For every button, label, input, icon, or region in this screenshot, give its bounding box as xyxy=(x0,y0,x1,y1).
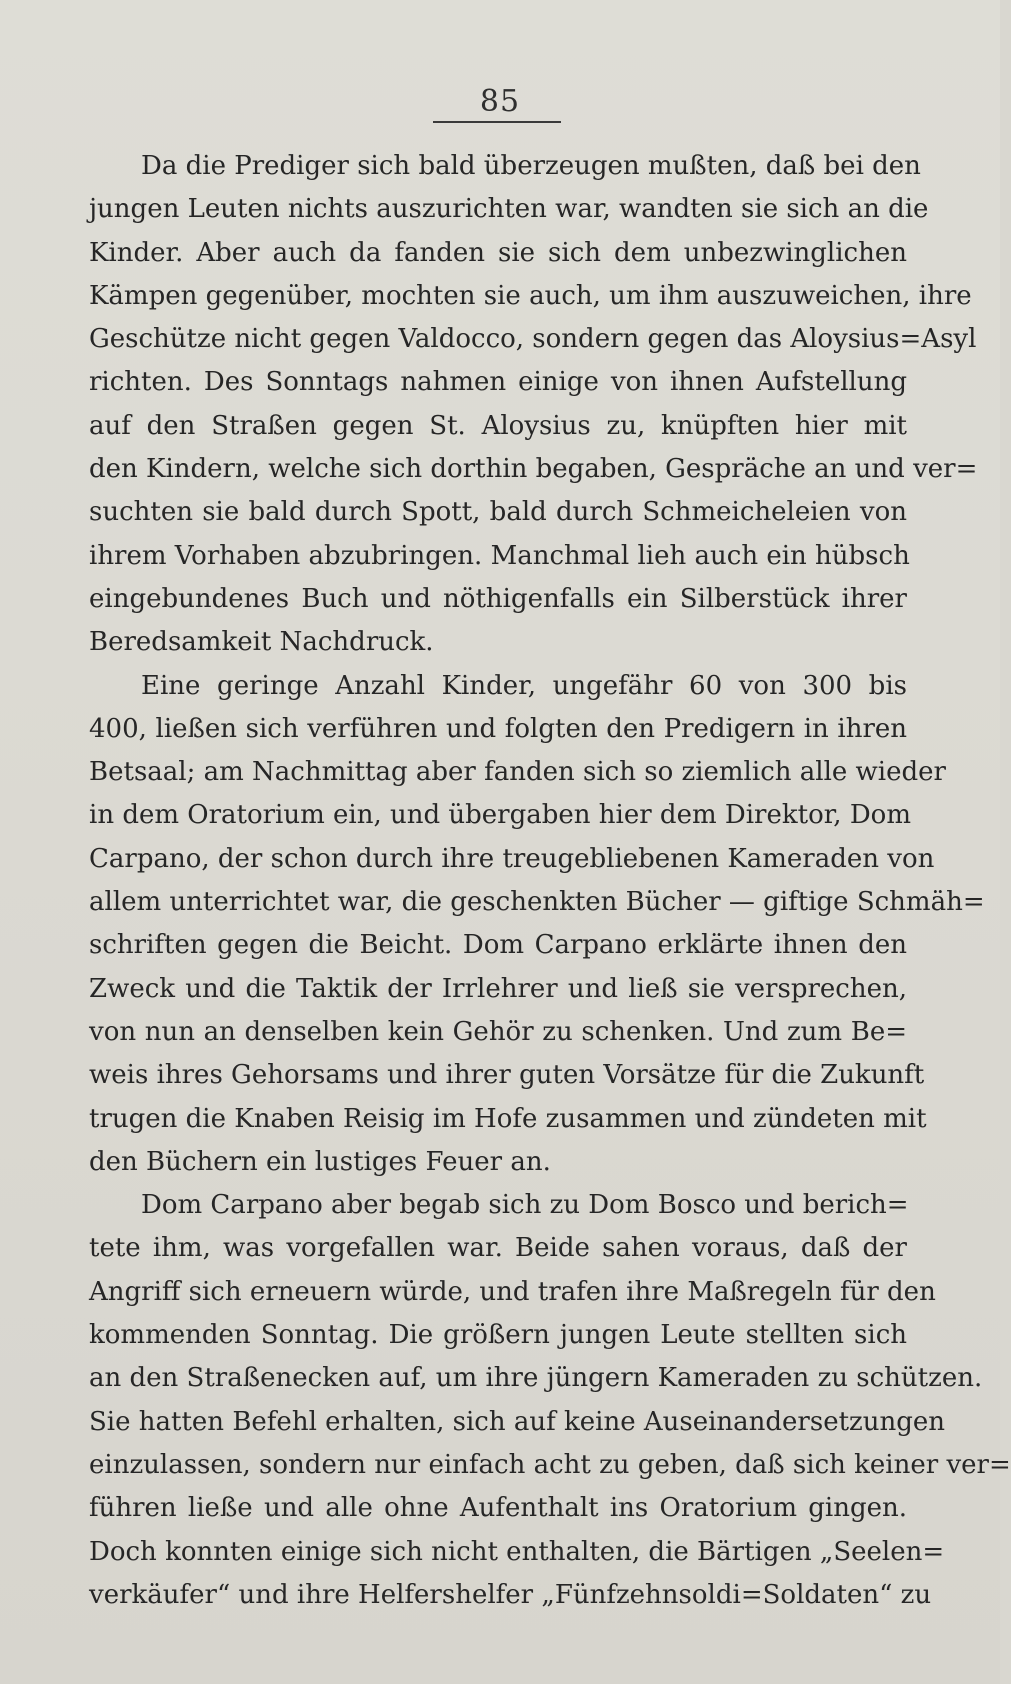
text-line: Beredsamkeit Nachdruck. xyxy=(89,627,434,658)
text-line: Doch konnten einige sich nicht enthalten, die Bärtigen „Seelen= xyxy=(89,1536,945,1567)
text-line: suchten sie bald durch Spott, bald durch Schmeicheleien von xyxy=(89,497,907,528)
text-line: Carpano, der schon durch ihre treugebliebenen Kameraden von xyxy=(89,843,935,874)
text-line: eingebundenes Buch und nöthigenfalls ein Silberstück ihrer xyxy=(89,583,907,614)
text-line: weis ihres Gehorsams und ihrer guten Vorsätze für die Zukunft xyxy=(89,1060,925,1091)
text-line: Eine geringe Anzahl Kinder, ungefähr 60 von 300 bis xyxy=(141,670,907,701)
text-line: Da die Prediger sich bald überzeugen mußten, daß bei den xyxy=(141,151,921,181)
text-line: führen ließe und alle ohne Aufenthalt ins Oratorium gingen. xyxy=(89,1493,907,1524)
text-line: 400, ließen sich verführen und folgten den Predigern in ihren xyxy=(89,713,907,744)
text-line: Dom Carpano aber begab sich zu Dom Bosco und berich= xyxy=(141,1190,909,1221)
text-line: tete ihm, was vorgefallen war. Beide sahen voraus, daß der xyxy=(89,1233,907,1264)
page-number: 85 xyxy=(479,84,521,119)
text-line: Zweck und die Taktik der Irrlehrer und ließ sie versprechen, xyxy=(89,973,907,1004)
text-line: Kämpen gegenüber, mochten sie auch, um ihm auszuweichen, ihre xyxy=(89,280,972,311)
text-line: schriften gegen die Beicht. Dom Carpano erklärte ihnen den xyxy=(89,930,907,961)
text-line: ihrem Vorhaben abzubringen. Manchmal lieh auch ein hübsch xyxy=(89,540,910,571)
text-line: allem unterrichtet war, die geschenkten Bücher — giftige Schmäh= xyxy=(89,887,985,918)
text-line: jungen Leuten nichts auszurichten war, wandten sie sich an die xyxy=(89,194,929,225)
text-line: auf den Straßen gegen St. Aloysius zu, knüpften hier mit xyxy=(89,410,907,441)
text-line: verkäufer“ und ihre Helfershelfer „Fünfzehnsoldi=Soldaten“ zu xyxy=(89,1579,932,1610)
text-line: den Büchern ein lustiges Feuer an. xyxy=(89,1146,551,1177)
text-line: Sie hatten Befehl erhalten, sich auf keine Auseinandersetzungen xyxy=(89,1406,946,1437)
text-line: einzulassen, sondern nur einfach acht zu geben, daß sich keiner ver= xyxy=(89,1449,1011,1480)
text-line: Angriff sich erneuern würde, und trafen ihre Maßregeln für den xyxy=(89,1276,936,1307)
header-rule xyxy=(433,121,561,123)
text-line: Geschütze nicht gegen Valdocco, sondern gegen das Aloysius=Asyl xyxy=(89,324,977,355)
text-line: von nun an denselben kein Gehör zu schenken. Und zum Be= xyxy=(89,1016,907,1047)
text-line: richten. Des Sonntags nahmen einige von ihnen Aufstellung xyxy=(89,367,907,398)
text-line: kommenden Sonntag. Die größern jungen Leute stellten sich xyxy=(89,1320,907,1351)
text-line: Betsaal; am Nachmittag aber fanden sich so ziemlich alle wieder xyxy=(89,757,946,788)
text-line: trugen die Knaben Reisig im Hofe zusammen und zündeten mit xyxy=(89,1103,927,1134)
text-line: den Kindern, welche sich dorthin begaben, Gespräche an und ver= xyxy=(89,454,978,485)
text-line: in dem Oratorium ein, und übergaben hier dem Direktor, Dom xyxy=(89,800,911,831)
text-line: Kinder. Aber auch da fanden sie sich dem unbezwinglichen xyxy=(89,237,907,268)
body-text xyxy=(89,145,1011,1617)
text-line: an den Straßenecken auf, um ihre jüngern Kameraden zu schützen. xyxy=(89,1363,983,1394)
